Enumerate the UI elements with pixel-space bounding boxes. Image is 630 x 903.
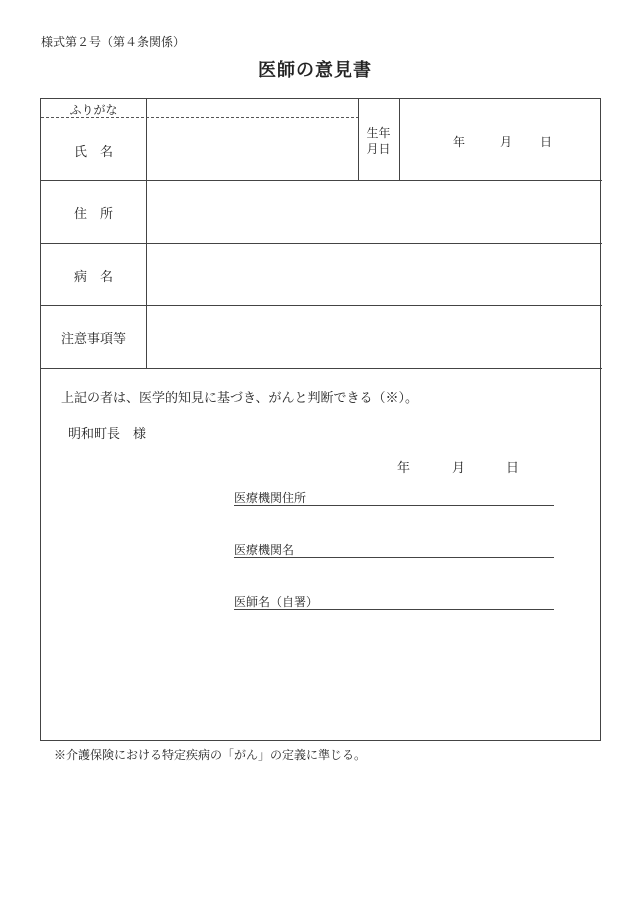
clinic-address-field[interactable]	[234, 489, 554, 506]
address-label: 住 所	[73, 207, 113, 222]
birth-label-line1: 生年	[366, 126, 391, 140]
doctor-name-label: 医師名（自署）	[234, 595, 319, 609]
name-field[interactable]	[147, 118, 358, 180]
name-label: 氏 名	[73, 145, 113, 160]
furigana-field[interactable]	[147, 99, 358, 117]
birth-date-field[interactable]	[400, 99, 601, 180]
statement-text: 上記の者は、医学的知見に基づき、がんと判断できる（※）。	[61, 391, 418, 406]
disease-field[interactable]	[147, 244, 601, 305]
birth-month-unit: 月	[500, 135, 513, 149]
notes-field[interactable]	[147, 306, 601, 368]
row-divider	[41, 368, 602, 369]
birth-label-line2: 月日	[366, 142, 391, 156]
statement-year-unit: 年	[397, 461, 411, 476]
disease-label: 病 名	[73, 270, 113, 285]
address-field[interactable]	[147, 181, 601, 243]
doctor-signature-field[interactable]	[234, 593, 554, 610]
notes-label: 注意事項等	[60, 332, 126, 347]
footnote: ※介護保険における特定疾病の「がん」の定義に準じる。	[54, 748, 367, 762]
addressee-text: 明和町長 様	[68, 427, 147, 442]
page-title: 医師の意見書	[258, 60, 372, 81]
clinic-name-field[interactable]	[234, 541, 554, 558]
furigana-label: ふりがな	[69, 103, 118, 117]
form-table	[40, 98, 601, 741]
statement-month-unit: 月	[452, 461, 466, 476]
birth-year-unit: 年	[453, 135, 466, 149]
clinic-address-label: 医療機関住所	[234, 491, 307, 505]
birth-day-unit: 日	[540, 135, 553, 149]
statement-day-unit: 日	[506, 461, 520, 476]
clinic-name-label: 医療機関名	[234, 543, 295, 557]
form-reference: 様式第２号（第４条関係）	[41, 35, 186, 49]
